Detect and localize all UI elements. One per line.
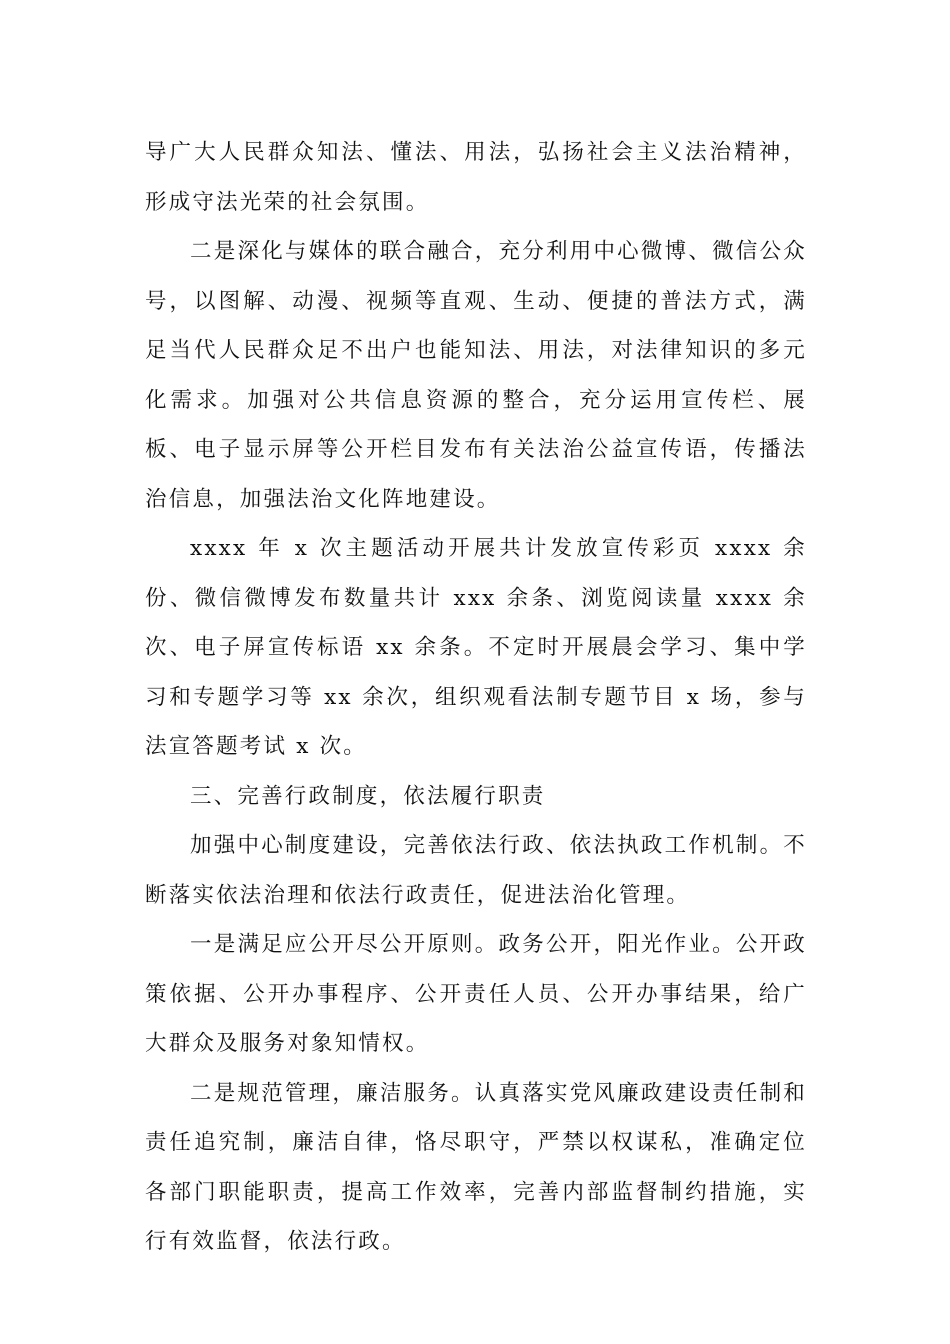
document-body [145, 128, 807, 1267]
paragraph-1: 导广大人民群众知法、懂法、用法，弘扬社会主义法治精神，形成守法光荣的社会氛围。 [145, 140, 807, 215]
section-heading: 三、完善行政制度，依法履行职责 [190, 783, 546, 809]
paragraph-4: 加强中心制度建设，完善依法行政、依法执政工作机制。不断落实依法治理和依法行政责任，促进法治化管理。 [145, 833, 807, 908]
paragraph-6: 二是规范管理，廉洁服务。认真落实党风廉政建设责任制和责任追究制，廉洁自律，恪尽职守，严禁以权谋私，准确定位各部门职能职责，提高工作效率，完善内部监督制约措施，实行有效监督，依法行政。 [145, 1080, 807, 1254]
paragraph-5: 一是满足应公开尽公开原则。政务公开，阳光作业。公开政策依据、公开办事程序、公开责任人员、公开办事结果，给广大群众及服务对象知情权。 [145, 932, 807, 1056]
paragraph-2: 二是深化与媒体的联合融合，充分利用中心微博、微信公众号，以图解、动漫、视频等直观、生动、便捷的普法方式，满足当代人民群众足不出户也能知法、用法，对法律知识的多元化需求。加强对公共信息资源的整合，充分运用宣传栏、展板、电子显示屏等公开栏目发布有关法治公益宣传语，传播法治信息，加强法治文化阵地建设。 [145, 239, 807, 512]
paragraph-3: xxxx 年 x 次主题活动开展共计发放宣传彩页 xxxx 余份、微信微博发布数量共计 xxx 余条、浏览阅读量 xxxx 余次、电子屏宣传标语 xx 余条。不定时开展晨会学习、集中学习和专题学习等 xx 余次，组织观看法制专题节目 x 场，参与法宣答题考试 x 次。 [145, 536, 807, 759]
